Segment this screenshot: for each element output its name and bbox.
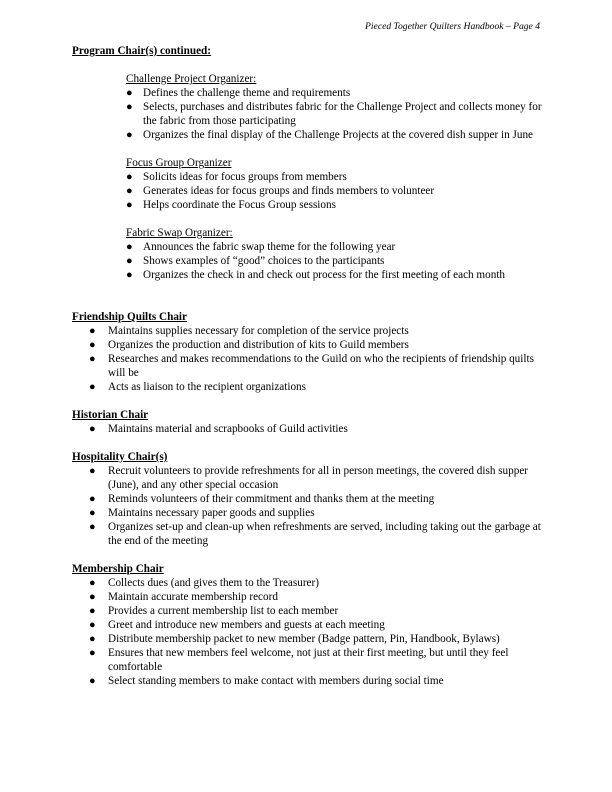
section-heading: Historian Chair [72,409,149,421]
bullet-icon: ● [89,577,96,589]
list-item [126,254,542,268]
list-item-text: Provides a current membership list to each member [108,605,339,617]
bullet-list [126,86,542,142]
list-item-text: Generates ideas for focus groups and finds members to volunteer [143,185,435,197]
bullet-icon: ● [89,507,96,519]
list-item [72,618,542,632]
section-heading: Friendship Quilts Chair [72,311,188,323]
subsection-title: Fabric Swap Organizer: [126,227,233,239]
bullet-list [72,324,542,394]
bullet-icon: ● [89,619,96,631]
bullet-icon: ● [126,255,133,267]
list-item [72,646,542,674]
bullet-icon: ● [89,493,96,505]
list-item [72,422,542,436]
list-item-text: Organizes the final display of the Challenge Projects at the covered dish supper in June [143,129,534,141]
bullet-icon: ● [89,633,96,645]
list-item [72,380,542,394]
list-item-text: Distribute membership packet to new member (Badge pattern, Pin, Handbook, Bylaws) [108,633,500,645]
list-item [126,170,542,184]
list-item-text: Collects dues (and gives them to the Treasurer) [108,577,319,589]
list-item [72,464,542,492]
list-item [126,268,542,282]
list-item-text: Select standing members to make contact with members during social time [108,675,444,687]
bullet-list [72,422,542,436]
friendship-quilts-section [72,310,542,394]
list-item [126,100,542,128]
membership-section [72,562,542,688]
list-item [72,632,542,646]
bullet-icon: ● [126,199,133,211]
section-heading: Membership Chair [72,563,164,575]
list-item-text: Selects, purchases and distributes fabric for the Challenge Project and collects money for the fabric from those participating [143,101,542,127]
list-item-text: Organizes set-up and clean-up when refreshments are served, including taking out the garbage at the end of the meeting [108,521,541,547]
list-item [126,198,542,212]
list-item-text: Maintains necessary paper goods and supplies [108,507,315,519]
list-item [72,520,542,548]
bullet-icon: ● [89,339,96,351]
list-item-text: Shows examples of “good” choices to the participants [143,255,385,267]
page-header: Pieced Together Quilters Handbook – Page 4 [365,21,540,32]
list-item [72,338,542,352]
bullet-icon: ● [126,101,133,113]
focus-group-subsection [126,156,542,212]
list-item [72,604,542,618]
bullet-icon: ● [89,605,96,617]
section-heading: Hospitality Chair(s) [72,451,168,463]
subsection-title: Focus Group Organizer [126,157,232,169]
list-item-text: Defines the challenge theme and requirements [143,87,351,99]
list-item [72,590,542,604]
list-item [126,86,542,100]
list-item-text: Announces the fabric swap theme for the following year [143,241,396,253]
bullet-icon: ● [89,647,96,659]
list-item-text: Helps coordinate the Focus Group sessions [143,199,336,211]
list-item [72,324,542,338]
bullet-icon: ● [89,325,96,337]
document-body [72,44,542,688]
list-item [72,576,542,590]
list-item-text: Recruit volunteers to provide refreshments for all in person meetings, the covered dish supper (June), and any other special occasion [108,465,529,491]
list-item [72,352,542,380]
list-item [126,184,542,198]
list-item-text: Greet and introduce new members and guests at each meeting [108,619,385,631]
bullet-list [126,240,542,282]
list-item-text: Researches and makes recommendations to the Guild on who the recipients of friendship quilts will be [108,353,534,379]
list-item-text: Organizes the check in and check out process for the first meeting of each month [143,269,506,281]
bullet-icon: ● [89,381,96,393]
bullet-icon: ● [89,423,96,435]
challenge-project-subsection [126,72,542,142]
bullet-icon: ● [126,241,133,253]
bullet-list [72,464,542,548]
fabric-swap-subsection [126,226,542,282]
subsection-title: Challenge Project Organizer: [126,73,257,85]
hospitality-section [72,450,542,548]
bullet-icon: ● [89,353,96,365]
list-item-text: Maintains supplies necessary for completion of the service projects [108,325,409,337]
list-item-text: Organizes the production and distribution of kits to Guild members [108,339,409,351]
list-item [72,674,542,688]
historian-section [72,408,542,436]
bullet-icon: ● [126,185,133,197]
list-item [126,128,542,142]
list-item-text: Maintains material and scrapbooks of Guild activities [108,423,348,435]
bullet-icon: ● [126,129,133,141]
bullet-icon: ● [126,269,133,281]
bullet-icon: ● [89,521,96,533]
list-item [72,492,542,506]
list-item-text: Ensures that new members feel welcome, not just at their first meeting, but until they feel comfortable [108,647,509,673]
bullet-icon: ● [89,465,96,477]
list-item-text: Maintain accurate membership record [108,591,278,603]
bullet-list [72,576,542,688]
bullet-icon: ● [126,171,133,183]
list-item-text: Solicits ideas for focus groups from members [143,171,347,183]
list-item [72,506,542,520]
list-item-text: Acts as liaison to the recipient organizations [108,381,307,393]
bullet-list [126,170,542,212]
program-chair-section [72,44,542,282]
bullet-icon: ● [126,87,133,99]
bullet-icon: ● [89,591,96,603]
section-heading: Program Chair(s) continued: [72,45,212,57]
list-item-text: Reminds volunteers of their commitment and thanks them at the meeting [108,493,435,505]
list-item [126,240,542,254]
bullet-icon: ● [89,675,96,687]
